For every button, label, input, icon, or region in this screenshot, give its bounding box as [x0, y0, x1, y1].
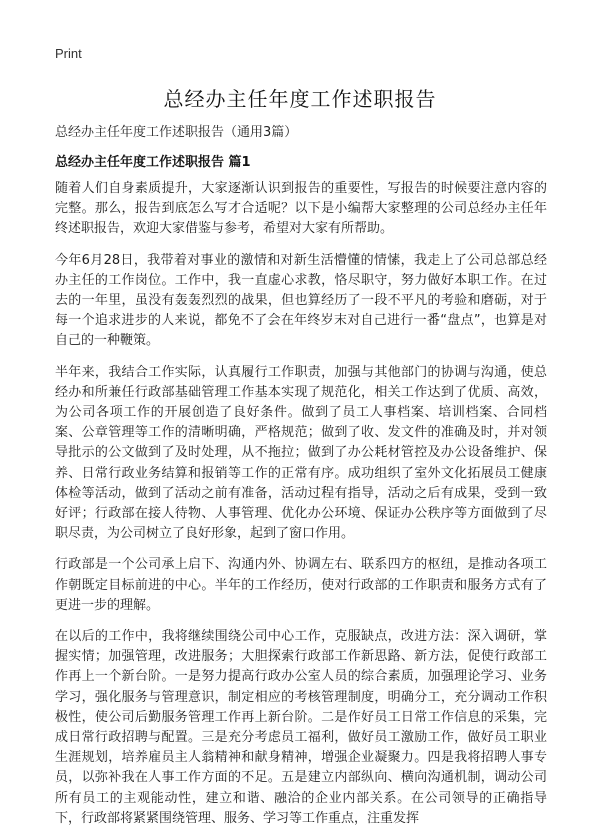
section-heading: 总经办主任年度工作述职报告 篇1	[55, 155, 251, 170]
paragraph-start-date: 今年6月28日，我带着对事业的激情和对新生活懵懂的情愫，我走上了公司总部总经办主任的工作岗位。工作中，我一直虚心求教，恪尽职守，努力做好本职工作。在过去的一年里，虽没有轰轰烈烈的战果，但也算经历了一段不平凡的考验和磨砺，对于每一个追求进步的人来说，都免不了会在年终岁末对自己进行一番“盘点”，也算是对自己的一种鞭策。	[55, 252, 547, 349]
document-body	[55, 179, 547, 828]
document-title: 总经办主任年度工作述职报告	[163, 87, 437, 111]
paragraph-future-plans: 在以后的工作中，我将继续围绕公司中心工作，克服缺点，改进方法：深入调研，掌握实情；加强管理，改进服务；大胆探索行政部工作新思路、新方法，促使行政部工作再上一个新台阶。一是努力提高行政办公室人员的综合素质，加强理论学习、业务学习，强化服务与管理意识，制定相应的考核管理制度，明确分工，充分调动工作积极性，使公司后勤服务管理工作再上新台阶。二是作好员工日常工作信息的采集，完成日常行政招聘与配置。三是充分考虑员工福利，做好员工激励工作，做好员工职业生涯规划，培养雇员主人翁精神和献身精神，增强企业凝聚力。四是我将招聘人事专员，以弥补我在人事工作方面的不足。五是建立内部纵向、横向沟通机制，调动公司所有员工的主观能动性，建立和谐、融洽的企业内部关系。在公司领导的正确指导下，行政部将紧紧围绕管理、服务、学习等工作重点，注重发挥	[55, 629, 547, 826]
paragraph-intro: 随着人们自身素质提升，大家逐渐认识到报告的重要性，写报告的时候要注意内容的完整。那么，报告到底怎么写才合适呢？以下是小编帮大家整理的公司总经办主任年终述职报告，欢迎大家借鉴与参考，希望对大家有所帮助。	[55, 181, 547, 237]
document-subtitle: 总经办主任年度工作述职报告（通用3篇）	[55, 125, 298, 140]
print-label: Print	[55, 46, 82, 61]
paragraph-half-year-work: 半年来，我结合工作实际，认真履行工作职责，加强与其他部门的协调与沟通，使总经办和所兼任行政部基础管理工作基本实现了规范化，相关工作达到了优质、高效，为公司各项工作的开展创造了良好条件。做到了员工人事档案、培训档案、合同档案、公章管理等工作的清晰明确，严格规范；做到了收、发文件的准确及时，并对领导批示的公文做到了及时处理，从不拖拉；做到了办公耗材管控及办公设备维护、保养、日常行政业务结算和报销等工作的正常有序。成功组织了室外文化拓展员工健康体检等活动，做到了活动之前有准备，活动过程有指导，活动之后有成果，受到一致好评；行政部在接人待物、人事管理、优化办公环境、保证办公秩序等方面做到了尽职尽责，为公司树立了良好形象，起到了窗口作用。	[55, 364, 547, 542]
paragraph-admin-department: 行政部是一个公司承上启下、沟通内外、协调左右、联系四方的枢纽，是推动各项工作朝既定目标前进的中心。半年的工作经历，使对行政部的工作职责和服务方式有了更进一步的理解。	[55, 557, 547, 613]
